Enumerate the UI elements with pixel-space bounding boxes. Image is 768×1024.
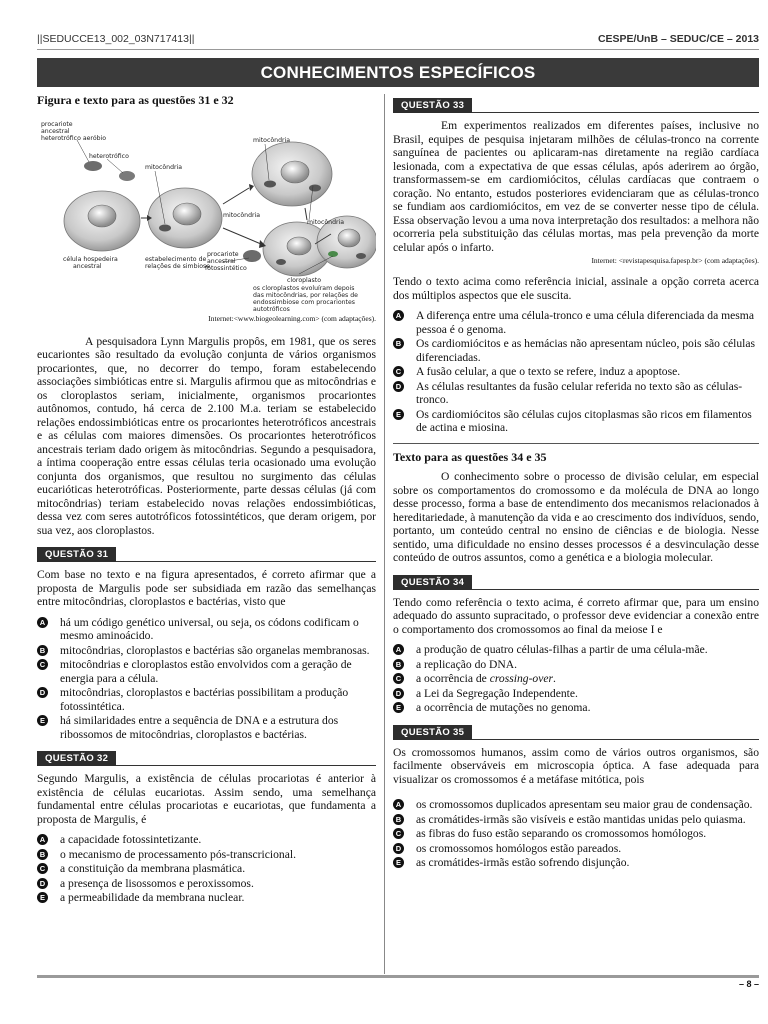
option-c-badge: C [393,828,404,839]
q34-option-d-text: a Lei da Segregação Independente. [416,686,578,700]
q34-option-c-prefix: a ocorrência de [416,672,490,685]
label-evol-4: autotróficos [253,305,290,311]
option-d-badge: D [37,878,48,889]
option-b-badge: B [37,849,48,860]
q31-option-c[interactable] [37,658,376,685]
option-a-badge: A [37,834,48,845]
question-35-options [393,798,759,870]
q35-option-c[interactable] [393,827,759,841]
label-evol-1: os cloroplastos evoluíram depois [253,284,355,292]
label-procariote: procariote [41,120,73,128]
label-evol-3: endossimbiose com procariontes [253,298,355,306]
option-a-badge: A [393,644,404,655]
label-heterotrofico-aerobio: heterotrófico aeróbio [41,134,107,142]
option-a-badge: A [37,617,48,628]
q35-option-d[interactable] [393,842,759,856]
question-33-stem: Tendo o texto acima como referência inicial, assinale a opção correta acerca dos múltiplos aspectos que ele suscita. [393,275,759,302]
q35-option-e[interactable] [393,856,759,870]
q35-option-d-text: os cromossomos homólogos estão pareados. [416,841,622,855]
q31-option-a[interactable] [37,616,376,643]
option-a-badge: A [393,799,404,810]
q32-option-a[interactable] [37,833,376,847]
text-34-35-body: O conhecimento sobre o processo de divisão celular, em especial sobre os comportamentos do cromossomo e da molécula de DNA ao longo desse processo, forma a base de entendimento dos mecanismos relacionados à hereditariedade, à manutenção da vida e ao crescimento dos indivíduos, sendo, portanto, um conteúdo central no ensino de ciências e de biologia. Nesse sentido, uma dificuldade no ensino desses processos é a desvinculação desse conteúdo de outros assuntos, como a genética e a biologia molecular. [393,470,759,564]
option-d-badge: D [393,381,404,392]
q33-option-d-text: As células resultantes da fusão celular referida no texto são as células-tronco. [416,379,743,406]
question-34-label: QUESTÃO 34 [393,575,472,590]
question-33-options [393,309,759,435]
question-33-label: QUESTÃO 33 [393,98,472,113]
option-a-badge: A [393,310,404,321]
label-relacoes-simbiose: relações de simbiose [145,262,211,270]
label-mitocondria-3: mitocôndria [223,211,261,219]
q33-option-d[interactable] [393,380,759,407]
question-32-header [37,751,376,766]
question-34-stem: Tendo como referência o texto acima, é correto afirmar que, para um ensino adequado do assunto supracitado, o professor deve evidenciar a conexão entre o comportamento dos cromossomos ao final da meiose I e [393,595,759,636]
q31-option-b[interactable] [37,644,376,658]
q33-option-b[interactable] [393,337,759,364]
option-c-badge: C [37,863,48,874]
option-b-badge: B [393,338,404,349]
option-b-badge: B [37,645,48,656]
q32-option-e[interactable] [37,891,376,905]
margulis-text: A pesquisadora Lynn Margulis propôs, em 1981, que os seres eucariontes são resultado da evolução conjunta de vários organismos procariontes, que, no decorrer do tempo, foram estabelecendo associações simbióticas entre si. Margulis afirmou que as mitocôndrias e os cloroplastos seriam, inicialmente, organismos procariontes autônomos, contudo, há cerca de 2.100 M.a. teriam se estabelecido relações endossimbióticas entre os procariontes heterotróficos ancestrais e as células com maiores dimensões. Os procariontes heterotróficos ancestrais teriam dado origem às mitocôndrias. Segundo a pesquisadora, a íntima cooperação entre essas células teria ocasionado uma evolução conjunta dos organismos, que resultou no surgimento das células eucarióticas heterotróficas. Posteriormente, parte dessas células (já com mitocôndrias) teriam estabelecido novas relações endossimbióticas, dessa vez com seres autotróficos fotossintéticos, que deram origem, por sua vez, aos cloroplastos. [37,334,376,537]
question-33-text: Em experimentos realizados em diferentes países, inclusive no Brasil, equipes de pesquisa injetaram milhões de células-tronco na corrente sanguínea de pacientes ou aplicaram-nas diretamente na região cardíaca lesionada, com a expectativa de que essas células, após aderirem ao órgão, transformassem-se em cardiomiócitos, células cardíacas que contraem o coração. No entanto, estudos posteriores evidenciaram que as células-tronco se fundiam aos cardiomiócitos, em vez de se converter nesse tipo de célula. Essa observação levou a uma nova interpretação dos resultados: a melhora não ocorreria pela substituição das células mortas, mas pela prevenção da morte celular após o infarto. [393,119,759,254]
q32-option-b-text: o mecanismo de processamento pós-transcricional. [60,847,296,861]
q35-option-a-text: os cromossomos duplicados apresentam seu maior grau de condensação. [416,798,753,811]
q34-option-b-text: a replicação do DNA. [416,657,518,671]
q31-option-d-text: mitocôndrias, cloroplastos e bactérias possibilitam a produção fotossintética. [60,686,349,713]
q32-option-c[interactable] [37,862,376,876]
q32-option-c-text: a constituição da membrana plasmática. [60,862,246,875]
label-mitocondria-2: mitocôndria [253,136,291,144]
q34-option-a[interactable] [393,643,759,657]
q32-option-d[interactable] [37,877,376,891]
q35-option-b[interactable] [393,813,759,827]
option-d-badge: D [393,688,404,699]
q32-option-b[interactable] [37,848,376,862]
document-code: ||SEDUCCE13_002_03N717413|| [37,33,195,45]
q33-option-c-text: A fusão celular, a que o texto se refere, induz a apoptose. [416,365,681,378]
question-34-options [393,643,759,715]
q31-option-d[interactable] [37,686,376,713]
q32-option-d-text: a presença de lisossomos e peroxissomos. [60,876,254,890]
q34-option-d[interactable] [393,687,759,701]
q34-option-e-text: a ocorrência de mutações no genoma. [416,701,591,714]
q31-option-e-text: há similaridades entre a sequência de DNA e a estrutura dos ribossomos de mitocôndrias, cloroplastos e bactérias. [60,714,339,741]
q34-option-c-italic: crossing-over [489,672,554,685]
q34-option-c[interactable] [393,672,759,686]
figure-credit: Internet:<www.biogeolearning.com> (com adaptações). [208,313,376,323]
figure-title: Figura e texto para as questões 31 e 32 [37,93,234,107]
column-divider [384,94,385,974]
left-column [37,94,376,906]
q35-option-a[interactable] [393,798,759,812]
q33-option-e-text: Os cardiomiócitos são células cujos citoplasmas são ricos em filamentos de actina e miosina. [416,407,752,434]
question-33-header [393,98,759,113]
label-celula-hospedeira: célula hospedeira [63,255,118,263]
q32-option-a-text: a capacidade fotossintetizante. [60,833,202,846]
q33-option-a[interactable] [393,309,759,336]
question-32-stem: Segundo Margulis, a existência de células procariotas é anterior à existência de células eucariotas. Assim sendo, uma semelhança fundamental entre células procariotas e eucariotas, que fundamenta a proposta de Margulis, é [37,772,376,826]
question-31-header [37,547,376,562]
right-column [393,94,759,871]
question-35-stem: Os cromossomos humanos, assim como de vários outros organismos, são facilmente observáveis em microscopia óptica. A fase adequada para visualizar os cromossomos é a metáfase mitótica, pois [393,745,759,786]
label-ancestral-2: ancestral [73,262,102,270]
label-estabelecimento: estabelecimento de [145,255,207,263]
page-number: – 8 – [738,979,759,989]
footer-rule [37,975,759,978]
q32-option-e-text: a permeabilidade da membrana nuclear. [60,891,245,904]
question-35-header [393,725,759,740]
label-ancestral-3: ancestral [207,257,236,265]
question-31-stem: Com base no texto e na figura apresentados, é correto afirmar que a proposta de Margulis pode ser subsidiada em razão das semelhanças entre mitocôndrias, cloroplastos e bactérias, visto que [37,568,376,608]
q33-option-c[interactable] [393,365,759,379]
q31-option-b-text: mitocôndrias, cloroplastos e bactérias são organelas membranosas. [60,643,370,657]
q35-option-e-text: as cromátides-irmãs estão sofrendo disjunção. [416,856,630,869]
q35-option-c-text: as fibras do fuso estão separando os cromossomos homólogos. [416,827,707,840]
endosymbiosis-figure [37,116,376,311]
q34-option-b[interactable] [393,658,759,672]
question-35-label: QUESTÃO 35 [393,725,472,740]
q31-option-c-text: mitocôndrias e cloroplastos estão envolvidos com a geração de energia para a célula. [60,658,352,685]
option-b-badge: B [393,814,404,825]
endosymbiosis-diagram [37,116,376,311]
option-c-badge: C [393,673,404,684]
q34-option-a-text: a produção de quatro células-filhas a partir de uma célula-mãe. [416,643,708,656]
label-mitocondria-1: mitocôndria [145,163,183,171]
question-31-options [37,616,376,742]
option-d-badge: D [37,687,48,698]
q35-option-b-text: as cromátides-irmãs são visíveis e estão mantidas unidas pelo quiasma. [416,812,746,826]
label-mitocondria-4: mitocôndria [307,218,345,226]
option-e-badge: E [393,409,404,420]
q31-option-e[interactable] [37,714,376,741]
exam-title: CESPE/UnB – SEDUC/CE – 2013 [597,33,759,45]
section-rule [393,443,759,444]
label-ancestral: ancestral [41,127,70,135]
label-heterotrofico: heterotrófico [89,152,129,160]
label-fotossintetico: fotossintético [205,264,247,272]
q34-option-c-suffix: . [553,672,556,685]
question-34-header [393,575,759,590]
option-c-badge: C [37,659,48,670]
section-banner: CONHECIMENTOS ESPECÍFICOS [37,58,759,87]
question-31-label: QUESTÃO 31 [37,547,116,562]
option-e-badge: E [393,857,404,868]
option-b-badge: B [393,659,404,670]
q31-option-a-text: há um código genético universal, ou seja, os códons codificam o mesmo aminoácido. [60,615,359,642]
option-d-badge: D [393,843,404,854]
question-33-source: Internet: <revistapesquisa.fapesp.br> (com adaptações). [591,256,759,265]
question-32-options [37,833,376,905]
label-procariote-2: procariote [207,250,239,258]
option-e-badge: E [37,715,48,726]
text-34-35-title: Texto para as questões 34 e 35 [393,449,547,464]
label-evol-2: das mitocôndrias, por relações de [253,291,358,299]
option-c-badge: C [393,366,404,377]
label-cloroplasto: cloroplasto [287,276,321,284]
q33-option-e[interactable] [393,408,759,435]
q34-option-e[interactable] [393,701,759,715]
q33-option-a-text: A diferença entre uma célula-tronco e uma célula diferenciada da mesma pessoa é o genoma. [416,309,754,336]
question-32-label: QUESTÃO 32 [37,751,116,766]
header-rule [37,49,759,50]
option-e-badge: E [37,892,48,903]
option-e-badge: E [393,702,404,713]
q33-option-b-text: Os cardiomiócitos e as hemácias não apresentam núcleo, pois são células diferenciadas. [416,337,756,364]
